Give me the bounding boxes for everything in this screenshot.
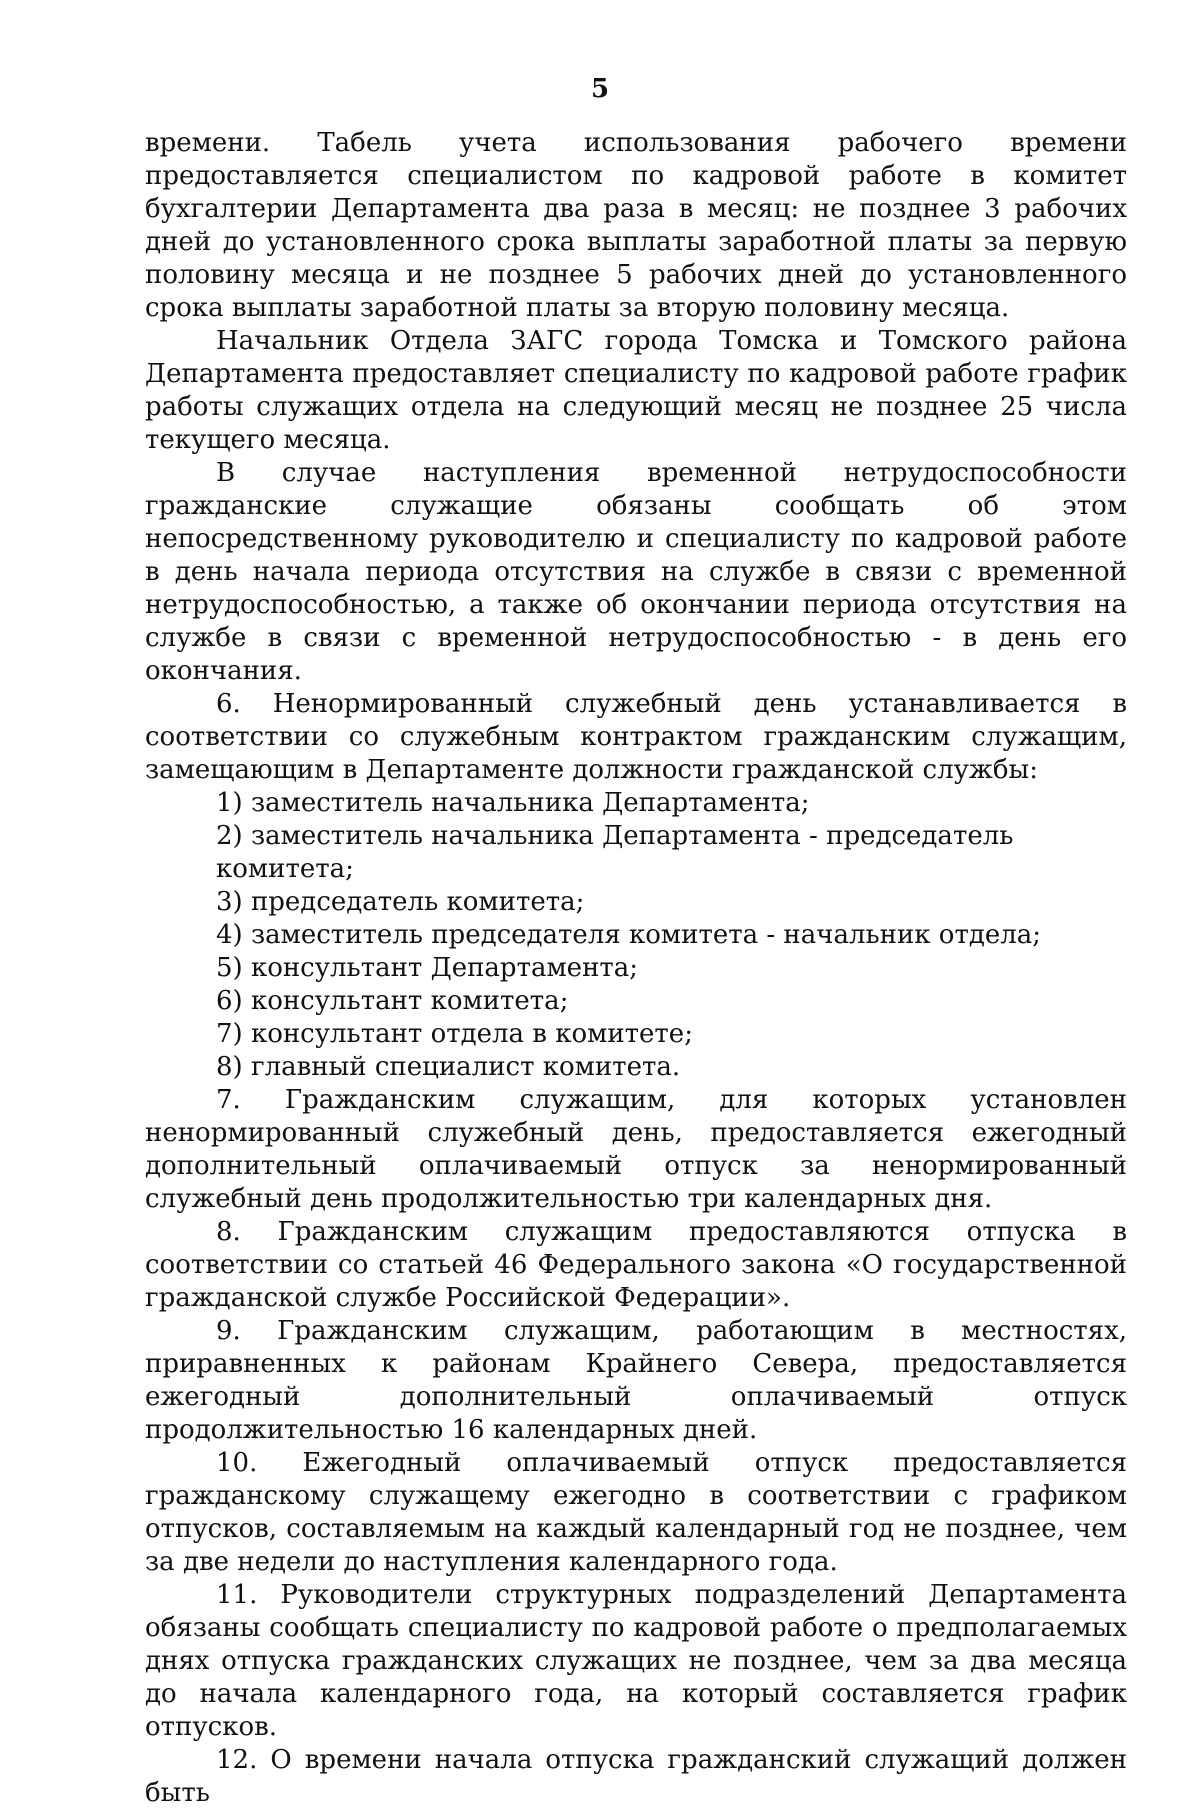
list-item: 8) главный специалист комитета. — [216, 1052, 681, 1082]
list-item: 7) консультант отдела в комитете; — [216, 1019, 693, 1049]
list-item: 1) заместитель начальника Департамента; — [216, 788, 810, 818]
paragraph-zags-schedule: Начальник Отдела ЗАГС города Томска и Томского района Департамента предоставляет специалисту по кадровой работе график работы служащих отдела на следующий месяц не позднее 25 числа текущего месяца. — [145, 326, 1127, 455]
paragraph-timesheet: времени. Табель учета использования рабочего времени предоставляется специалистом по кадровой работе в комитет бухгалтерии Департамента два раза в месяц: не позднее 3 рабочих дней до установленного срока выплаты заработной платы за первую половину месяца и не позднее 5 рабочих дней до установленного срока выплаты заработной платы за вторую половину месяца. — [145, 128, 1127, 323]
paragraph-7-additional-leave: 7. Гражданским служащим, для которых установлен ненормированный служебный день, предоставляется ежегодный дополнительный оплачиваемый отпуск за ненормированный служебный день продолжительностью три календарных дня. — [145, 1085, 1127, 1214]
positions-list — [145, 787, 1127, 1084]
paragraph-9-far-north: 9. Гражданским служащим, работающим в местностях, приравненных к районам Крайнего Севера, предоставляется ежегодный дополнительный оплачиваемый отпуск продолжительностью 16 календарных дней. — [145, 1316, 1127, 1445]
paragraph-temporary-disability: В случае наступления временной нетрудоспособности гражданские служащие обязаны сообщать об этом непосредственному руководителю и специалисту по кадровой работе в день начала периода отсутствия на службе в связи с временной нетрудоспособностью, а также об окончании периода отсутствия на службе в связи с временной нетрудоспособностью - в день его окончания. — [145, 458, 1127, 686]
paragraph-8-leave-law: 8. Гражданским служащим предоставляются отпуска в соответствии со статьей 46 Федерального закона «О государственной гражданской службе Российской Федерации». — [145, 1217, 1127, 1313]
page-number: 5 — [590, 74, 610, 104]
list-item: 4) заместитель председателя комитета - начальник отдела; — [216, 920, 1042, 950]
paragraph-6-irregular-day: 6. Ненормированный служебный день устанавливается в соответствии со служебным контрактом гражданским служащим, замещающим в Департаменте должности гражданской службы: — [145, 689, 1127, 785]
list-item: 6) консультант комитета; — [216, 986, 569, 1016]
paragraph-10-annual-leave: 10. Ежегодный оплачиваемый отпуск предоставляется гражданскому служащему ежегодно в соответствии с графиком отпусков, составляемым на каждый календарный год не позднее, чем за две недели до наступления календарного года. — [145, 1448, 1127, 1577]
paragraph-11-leave-planning: 11. Руководители структурных подразделений Департамента обязаны сообщать специалисту по кадровой работе о предполагаемых днях отпуска гражданских служащих не позднее, чем за два месяца до начала календарного года, на который составляется график отпусков. — [145, 1580, 1127, 1742]
list-item: 5) консультант Департамента; — [216, 953, 639, 983]
list-item: 3) председатель комитета; — [216, 887, 585, 917]
list-item: 2) заместитель начальника Департамента - председатель комитета; — [216, 821, 1014, 884]
document-body — [145, 127, 1127, 1810]
paragraph-12-leave-notice: 12. О времени начала отпуска гражданский служащий должен быть — [145, 1745, 1127, 1808]
